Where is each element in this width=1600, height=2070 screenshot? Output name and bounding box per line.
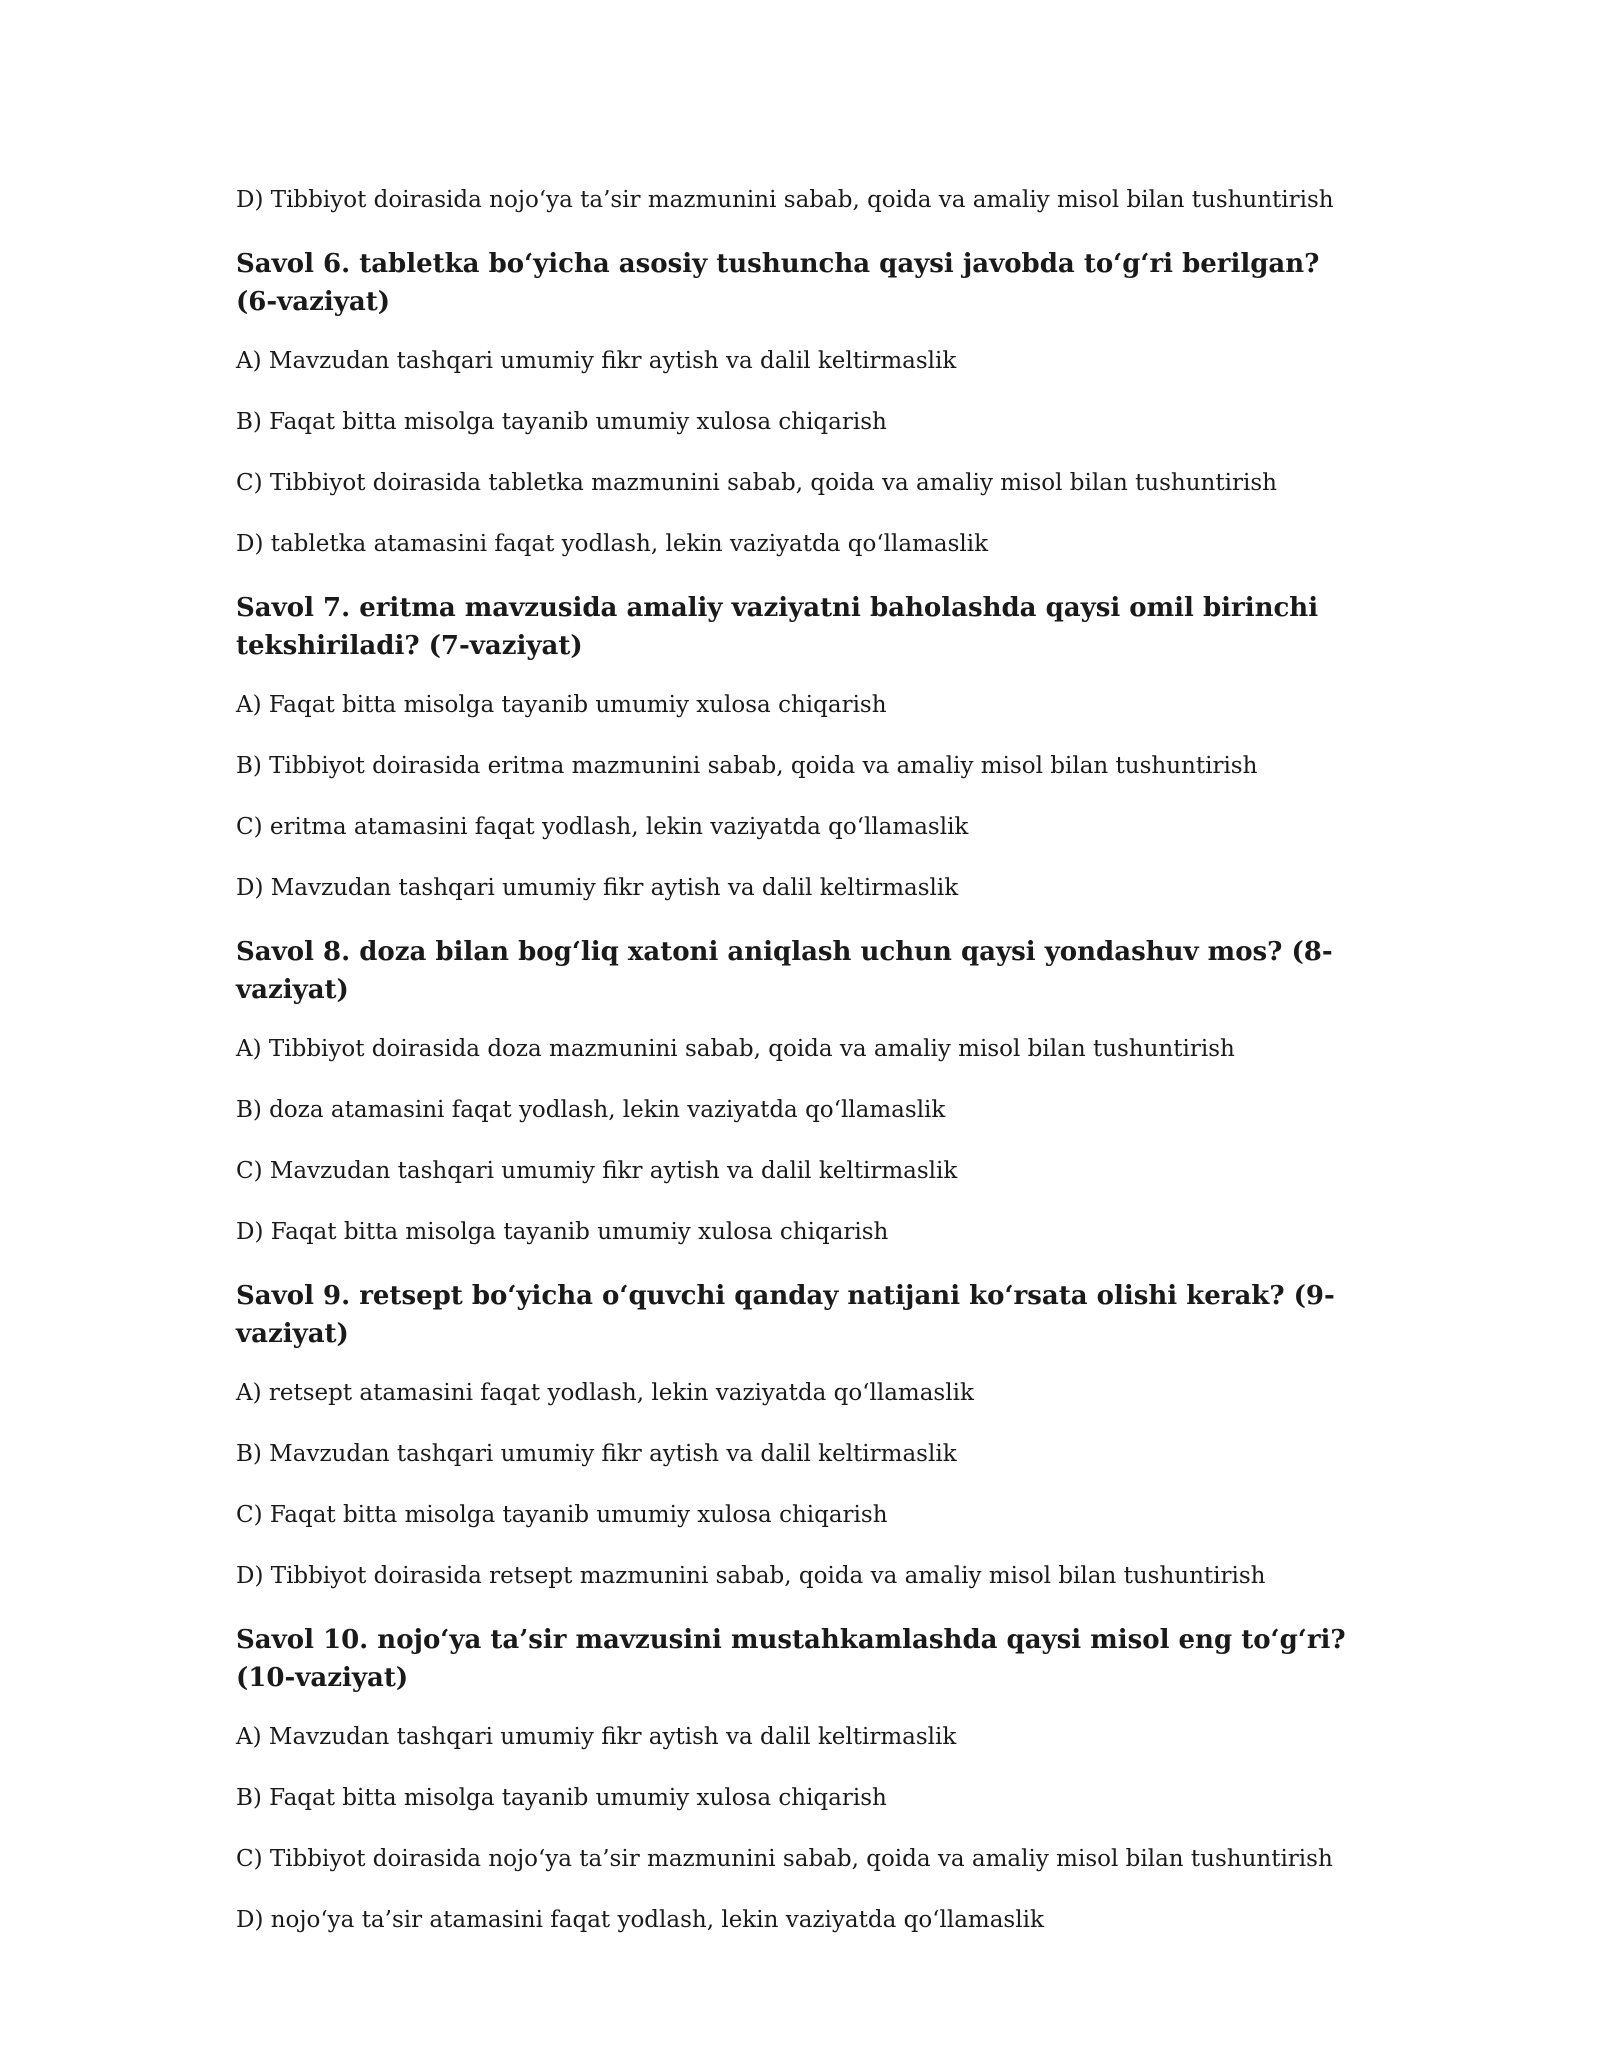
answer-option: B) Faqat bitta misolga tayanib umumiy xulosa chiqarish: [236, 1785, 887, 1811]
answer-option: D) Tibbiyot doirasida nojo‘ya ta’sir mazmunini sabab, qoida va amaliy misol bilan tushuntirish: [236, 187, 1334, 213]
question-heading: Savol 10. nojo‘ya ta’sir mavzusini mustahkamlashda qaysi misol eng to‘g‘ri? (10-vaziyat): [236, 1625, 1346, 1693]
answer-option: C) Tibbiyot doirasida tabletka mazmunini sabab, qoida va amaliy misol bilan tushuntirish: [236, 470, 1277, 496]
answer-option: C) Tibbiyot doirasida nojo‘ya ta’sir mazmunini sabab, qoida va amaliy misol bilan tushuntirish: [236, 1846, 1333, 1872]
answer-option: D) Mavzudan tashqari umumiy fikr aytish va dalil keltirmaslik: [236, 875, 959, 901]
answer-option: D) nojo‘ya ta’sir atamasini faqat yodlash, lekin vaziyatda qo‘llamaslik: [236, 1907, 1044, 1933]
answer-option: A) Mavzudan tashqari umumiy fikr aytish va dalil keltirmaslik: [236, 348, 957, 374]
answer-option: D) Faqat bitta misolga tayanib umumiy xulosa chiqarish: [236, 1219, 889, 1245]
answer-option: A) Faqat bitta misolga tayanib umumiy xulosa chiqarish: [236, 692, 887, 718]
answer-option: D) Tibbiyot doirasida retsept mazmunini sabab, qoida va amaliy misol bilan tushuntirish: [236, 1563, 1266, 1589]
answer-option: C) eritma atamasini faqat yodlash, lekin vaziyatda qo‘llamaslik: [236, 814, 969, 840]
answer-option: C) Faqat bitta misolga tayanib umumiy xulosa chiqarish: [236, 1502, 888, 1528]
answer-option: B) Mavzudan tashqari umumiy fikr aytish va dalil keltirmaslik: [236, 1441, 957, 1467]
document-content: [236, 184, 1364, 1965]
answer-option: A) retsept atamasini faqat yodlash, lekin vaziyatda qo‘llamaslik: [236, 1380, 974, 1406]
answer-option: B) Tibbiyot doirasida eritma mazmunini sabab, qoida va amaliy misol bilan tushuntirish: [236, 753, 1258, 779]
question-heading: Savol 8. doza bilan bog‘liq xatoni aniqlash uchun qaysi yondashuv mos? (8-vaziyat): [236, 937, 1333, 1005]
answer-option: A) Tibbiyot doirasida doza mazmunini sabab, qoida va amaliy misol bilan tushuntirish: [236, 1036, 1235, 1062]
answer-option: B) Faqat bitta misolga tayanib umumiy xulosa chiqarish: [236, 409, 887, 435]
question-heading: Savol 6. tabletka bo‘yicha asosiy tushuncha qaysi javobda to‘g‘ri berilgan? (6-vaziyat): [236, 249, 1320, 317]
question-heading: Savol 9. retsept bo‘yicha o‘quvchi qanday natijani ko‘rsata olishi kerak? (9-vaziyat): [236, 1281, 1335, 1349]
answer-option: D) tabletka atamasini faqat yodlash, lekin vaziyatda qo‘llamaslik: [236, 531, 989, 557]
answer-option: C) Mavzudan tashqari umumiy fikr aytish va dalil keltirmaslik: [236, 1158, 958, 1184]
question-heading: Savol 7. eritma mavzusida amaliy vaziyatni baholashda qaysi omil birinchi tekshiriladi? (7-vaziyat): [236, 593, 1319, 661]
answer-option: B) doza atamasini faqat yodlash, lekin vaziyatda qo‘llamaslik: [236, 1097, 946, 1123]
answer-option: A) Mavzudan tashqari umumiy fikr aytish va dalil keltirmaslik: [236, 1724, 957, 1750]
